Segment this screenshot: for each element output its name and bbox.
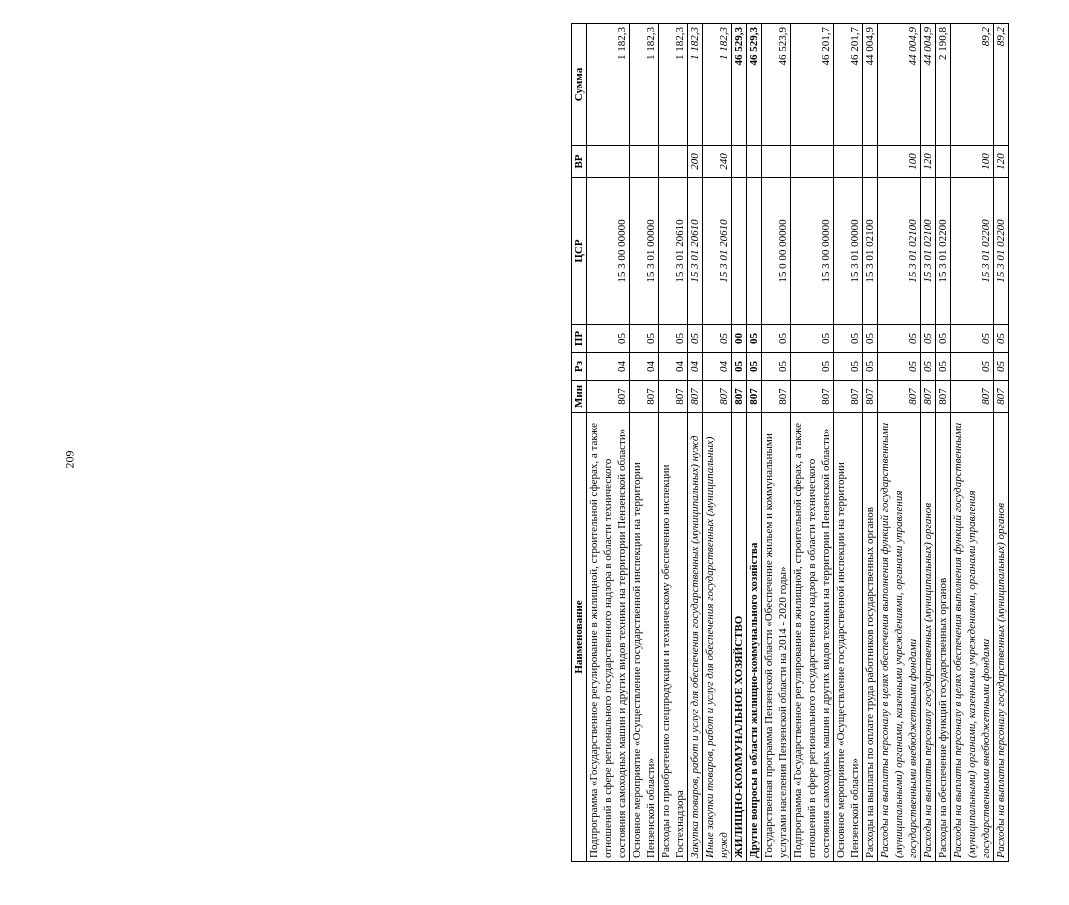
cell-pr: 05	[703, 325, 732, 353]
table-row	[921, 24, 936, 862]
cell-vr	[834, 146, 863, 178]
cell-vr	[732, 146, 747, 178]
cell-rz: 05	[747, 353, 762, 381]
cell-sum: 2 190,8	[936, 24, 951, 146]
cell-rz: 04	[688, 353, 703, 381]
cell-sum: 44 004,9	[863, 24, 878, 146]
cell-min: 807	[791, 381, 834, 413]
cell-pr: 05	[878, 325, 921, 353]
cell-sum: 1 182,3	[630, 24, 659, 146]
cell-rz: 05	[951, 353, 994, 381]
cell-pr: 05	[659, 325, 688, 353]
cell-min: 807	[878, 381, 921, 413]
cell-sum: 46 523,9	[762, 24, 791, 146]
cell-sum: 46 201,7	[834, 24, 863, 146]
cell-rz: 04	[703, 353, 732, 381]
cell-csr: 15 3 01 20610	[659, 178, 688, 325]
cell-sum: 46 201,7	[791, 24, 834, 146]
cell-rz: 05	[834, 353, 863, 381]
cell-csr: 15 3 01 20610	[688, 178, 703, 325]
table-row	[747, 24, 762, 862]
cell-min: 807	[587, 381, 630, 413]
cell-name: Основное мероприятие «Осуществление государственной инспекции на территории Пензенской области»	[834, 413, 863, 862]
cell-csr: 15 3 01 00000	[834, 178, 863, 325]
cell-min: 807	[834, 381, 863, 413]
cell-csr: 15 3 01 02200	[994, 178, 1009, 325]
cell-vr: 200	[688, 146, 703, 178]
cell-pr: 05	[834, 325, 863, 353]
cell-sum: 1 182,3	[703, 24, 732, 146]
cell-rz: 05	[921, 353, 936, 381]
cell-vr	[630, 146, 659, 178]
cell-sum: 89,2	[994, 24, 1009, 146]
table-row	[936, 24, 951, 862]
cell-csr: 15 3 00 00000	[791, 178, 834, 325]
cell-name: Основное мероприятие «Осуществление государственной инспекции на территории Пензенской области»	[630, 413, 659, 862]
cell-sum: 46 529,3	[732, 24, 747, 146]
table-row	[703, 24, 732, 862]
cell-min: 807	[630, 381, 659, 413]
header-vr: ВР	[572, 146, 587, 178]
cell-sum: 44 004,9	[878, 24, 921, 146]
cell-name: Государственная программа Пензенской области «Обеспечение жильем и коммунальными услугами населения Пензенской области на 2014 - 2020 годы»	[762, 413, 791, 862]
budget-table-rotated	[571, 24, 1069, 862]
cell-name: Расходы на выплаты по оплате труда работников государственных органов	[863, 413, 878, 862]
cell-pr: 05	[762, 325, 791, 353]
cell-name: Расходы на выплаты персоналу в целях обеспечения выполнения функций государственными (муниципальными) органами, казенными учреждениями, органами управления государственными внебюджетными фондами	[878, 413, 921, 862]
cell-csr	[732, 178, 747, 325]
cell-sum: 1 182,3	[688, 24, 703, 146]
table-row	[762, 24, 791, 862]
cell-pr: 05	[921, 325, 936, 353]
cell-vr	[791, 146, 834, 178]
cell-name: Расходы на выплаты персоналу государственных (муниципальных) органов	[921, 413, 936, 862]
cell-rz: 05	[791, 353, 834, 381]
cell-name: Иные закупки товаров, работ и услуг для обеспечения государственных (муниципальных) нужд	[703, 413, 732, 862]
table-row	[951, 24, 994, 862]
cell-csr: 15 3 01 02200	[951, 178, 994, 325]
cell-pr: 05	[936, 325, 951, 353]
cell-name: Закупка товаров, работ и услуг для обеспечения государственных (муниципальных) нужд	[688, 413, 703, 862]
cell-name: Расходы на обеспечение функций государственных органов	[936, 413, 951, 862]
table-row	[659, 24, 688, 862]
header-sum: Сумма	[572, 24, 587, 146]
header-pr: ПР	[572, 325, 587, 353]
cell-rz: 05	[878, 353, 921, 381]
cell-vr: 120	[994, 146, 1009, 178]
cell-pr: 05	[791, 325, 834, 353]
cell-pr: 00	[732, 325, 747, 353]
cell-sum: 46 529,3	[747, 24, 762, 146]
cell-name: Подпрограмма «Государственное регулирование в жилищной, строительной сферах, а также отношений в сфере регионального государственного надзора в области технического состояния самоходных машин и других видов техники на территории Пензенской области»	[791, 413, 834, 862]
table-header-row	[572, 24, 587, 862]
cell-name: Другие вопросы в области жилищно-коммунального хозяйства	[747, 413, 762, 862]
cell-rz: 04	[587, 353, 630, 381]
cell-csr: 15 3 00 00000	[587, 178, 630, 325]
cell-csr: 15 0 00 00000	[762, 178, 791, 325]
table-row	[834, 24, 863, 862]
cell-rz: 05	[863, 353, 878, 381]
cell-rz: 04	[630, 353, 659, 381]
cell-rz: 05	[732, 353, 747, 381]
cell-rz: 04	[659, 353, 688, 381]
cell-min: 807	[703, 381, 732, 413]
cell-vr: 120	[921, 146, 936, 178]
cell-pr: 05	[863, 325, 878, 353]
cell-min: 807	[951, 381, 994, 413]
cell-name: ЖИЛИЩНО-КОММУНАЛЬНОЕ ХОЗЯЙСТВО	[732, 413, 747, 862]
cell-vr	[747, 146, 762, 178]
cell-sum: 1 182,3	[587, 24, 630, 146]
cell-vr	[863, 146, 878, 178]
page-number: 209	[62, 450, 77, 469]
cell-pr: 05	[630, 325, 659, 353]
cell-min: 807	[921, 381, 936, 413]
cell-min: 807	[936, 381, 951, 413]
cell-vr	[659, 146, 688, 178]
cell-rz: 05	[994, 353, 1009, 381]
cell-min: 807	[688, 381, 703, 413]
cell-vr	[762, 146, 791, 178]
cell-csr: 15 3 01 02100	[921, 178, 936, 325]
header-min: Мин	[572, 381, 587, 413]
cell-rz: 05	[936, 353, 951, 381]
cell-vr	[936, 146, 951, 178]
cell-sum: 89,2	[951, 24, 994, 146]
cell-csr: 15 3 01 00000	[630, 178, 659, 325]
header-name: Наименование	[572, 413, 587, 862]
table-row	[630, 24, 659, 862]
cell-vr: 100	[878, 146, 921, 178]
cell-pr: 05	[994, 325, 1009, 353]
cell-name: Подпрограмма «Государственное регулирование в жилищной, строительной сферах, а также отношений в сфере регионального государственного надзора в области технического состояния самоходных машин и других видов техники на территории Пензенской области»	[587, 413, 630, 862]
table-row	[791, 24, 834, 862]
cell-min: 807	[659, 381, 688, 413]
cell-min: 807	[762, 381, 791, 413]
cell-pr: 05	[587, 325, 630, 353]
cell-name: Расходы по приобретению спецпродукции и техническому обеспечению инспекции Гостехнадзора	[659, 413, 688, 862]
cell-vr	[587, 146, 630, 178]
header-csr: ЦСР	[572, 178, 587, 325]
cell-csr: 15 3 01 02100	[863, 178, 878, 325]
cell-pr: 05	[747, 325, 762, 353]
header-rz: Рз	[572, 353, 587, 381]
table-row	[732, 24, 747, 862]
cell-csr	[747, 178, 762, 325]
cell-min: 807	[732, 381, 747, 413]
cell-min: 807	[994, 381, 1009, 413]
table-row	[688, 24, 703, 862]
cell-csr: 15 3 01 20610	[703, 178, 732, 325]
cell-pr: 05	[951, 325, 994, 353]
budget-table	[571, 23, 1009, 862]
table-row	[863, 24, 878, 862]
cell-name: Расходы на выплаты персоналу государственных (муниципальных) органов	[994, 413, 1009, 862]
cell-pr: 05	[688, 325, 703, 353]
table-row	[878, 24, 921, 862]
cell-vr: 240	[703, 146, 732, 178]
cell-min: 807	[747, 381, 762, 413]
cell-sum: 1 182,3	[659, 24, 688, 146]
cell-rz: 05	[762, 353, 791, 381]
table-row	[587, 24, 630, 862]
cell-sum: 44 004,9	[921, 24, 936, 146]
table-row	[994, 24, 1009, 862]
cell-vr: 100	[951, 146, 994, 178]
cell-min: 807	[863, 381, 878, 413]
cell-name: Расходы на выплаты персоналу в целях обеспечения выполнения функций государственными (муниципальными) органами, казенными учреждениями, органами управления государственными внебюджетными фондами	[951, 413, 994, 862]
cell-csr: 15 3 01 02200	[936, 178, 951, 325]
cell-csr: 15 3 01 02100	[878, 178, 921, 325]
